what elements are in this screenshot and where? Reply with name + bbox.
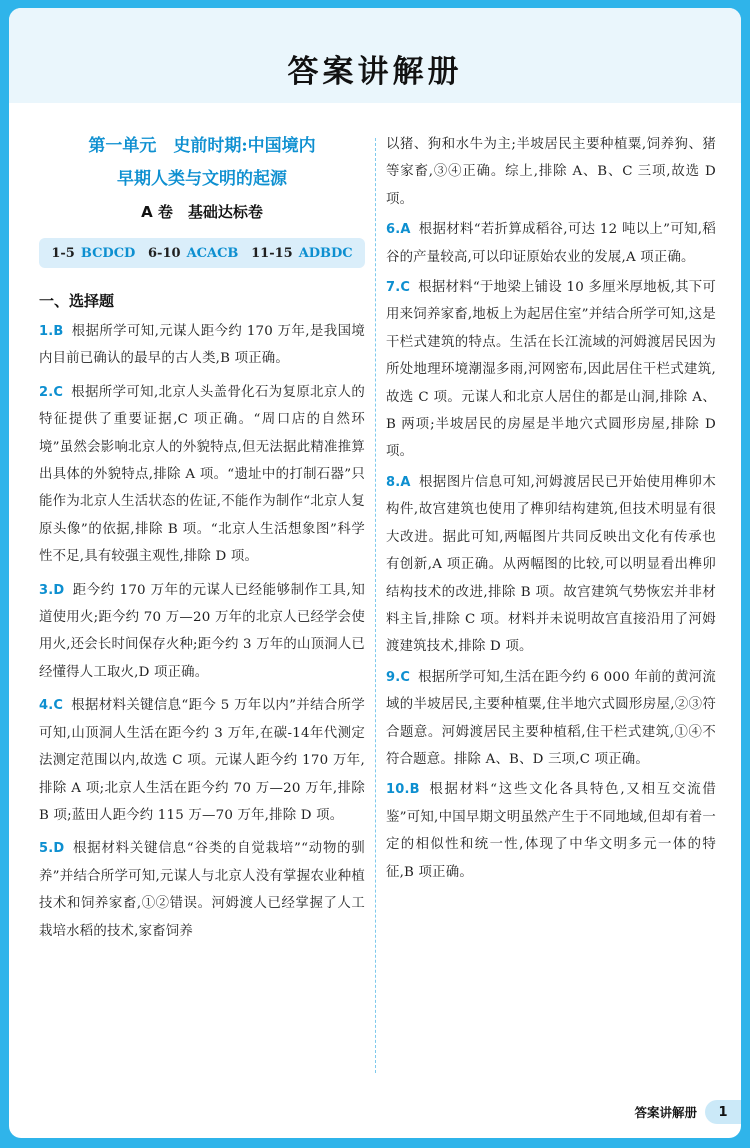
volume-title: A 卷 基础达标卷: [141, 203, 263, 221]
answer-explanation: 根据材料关键信息“距今 5 万年以内”并结合所学可知,山顶洞人生活在距今约 3 万年,在碳-14年代测定法测定范围以内,故选 C 项。元谋人距今约 170 万年,排除 A 项;北京人生活在距今约 70 万—20 万年,排除 B 项;蓝田人距今约 115 万—70 万年,排除 D 项。: [39, 698, 365, 823]
answer-explanation: 根据材料“若折算成稻谷,可达 12 吨以上”可知,稻谷的产量较高,可以印证原始农业的发展,A 项正确。: [386, 222, 716, 265]
answer-number: 5.D: [39, 841, 65, 857]
answer-explanation: 根据所学可知,生活在距今约 6 000 年前的黄河流域的半坡居民,主要种植粟,住半地穴式圆形房屋,②③符合题意。河姆渡居民主要种植稻,住干栏式建筑,①④不符合题意。排除 A、B、D 三项,C 项正确。: [386, 669, 716, 767]
answer-item: [386, 216, 716, 271]
answer-explanation: 根据材料关键信息“谷类的自觉栽培”“动物的驯养”并结合所学可知,元谋人与北京人没有掌握农业种植技术和饲养家畜,①②错误。河姆渡人已经掌握了人工栽培水稻的技术,家畜饲养: [39, 841, 365, 939]
answer-key-group: [251, 246, 353, 261]
answer-item: [386, 664, 716, 774]
answer-key-range: 11-15: [251, 245, 293, 261]
answer-number: 4.C: [39, 698, 64, 714]
unit-title-line2: 早期人类与文明的起源: [117, 169, 287, 189]
answer-item: [39, 835, 365, 945]
answer-item: [39, 379, 365, 571]
footer-label: 答案讲解册: [634, 1105, 697, 1120]
answer-key-range: 6-10: [148, 245, 181, 261]
answer-explanation: 根据图片信息可知,河姆渡居民已开始使用榫卯木构件,故宫建筑也使用了榫卯结构建筑,但技术明显有很大改进。据此可知,两幅图片共同反映出文化有传承也有创新,A 项正确。从两幅图的比较,可以明显看出榫卯结构技术的改进,排除 B 项。故宫建筑气势恢宏并非材料主旨,排除 C 项。材料并未说明故宫直接沿用了河姆渡建筑技术,排除 D 项。: [386, 474, 716, 655]
right-column: [386, 128, 716, 886]
answer-item: [39, 318, 365, 373]
page-footer: [634, 1100, 741, 1124]
answer-number: 1.B: [39, 324, 64, 339]
answer-explanation: 距今约 170 万年的元谋人已经能够制作工具,知道使用火;距今约 70 万—20 万年的北京人已经学会使用火,还会长时间保存火种;距今约 3 万年的山顶洞人已经懂得人工取火,D 项正确。: [39, 582, 365, 680]
answer-number: 8.A: [386, 474, 411, 490]
answer-item-continued: [386, 131, 716, 213]
answer-key-group: [148, 246, 238, 261]
answer-item: [386, 469, 716, 661]
answer-key-group: [51, 246, 135, 261]
answer-number: 9.C: [386, 669, 411, 685]
answer-key-box: [39, 238, 365, 268]
answer-item: [39, 692, 365, 829]
answer-number: 3.D: [39, 582, 65, 598]
answer-explanation: 根据所学可知,元谋人距今约 170 万年,是我国境内目前已确认的最早的古人类,B 项正确。: [39, 324, 365, 367]
answer-key-letters: BCDCD: [80, 245, 136, 261]
answer-page: [9, 8, 741, 1138]
answer-number: 7.C: [386, 280, 411, 296]
answer-number: 10.B: [386, 782, 420, 798]
answer-key-range: 1-5: [51, 245, 75, 261]
answer-explanation: 以猪、狗和水牛为主;半坡居民主要种植粟,饲养狗、猪等家畜,③④正确。综上,排除 A、B、C 三项,故选 D 项。: [386, 137, 716, 207]
answer-explanation: 根据材料“于地梁上铺设 10 多厘米厚地板,其下可用来饲养家畜,地板上为起居住室”并结合所学可知,这是干栏式建筑的特点。生活在长江流域的河姆渡居民因为所处地理环境潮湿多雨,河网密布,因此居住干栏式建筑,故选 C 项。元谋人和北京人居住的都是山洞,排除 A、B 两项;半坡居民的房屋是半地穴式圆形房屋,排除 D 项。: [386, 280, 716, 460]
answer-item: [386, 776, 716, 886]
answer-key-letters: ACACB: [186, 245, 239, 261]
answer-explanation: 根据材料“这些文化各具特色,又相互交流借鉴”可知,中国早期文明虽然产生于不同地域,但却有着一定的相似性和统一性,体现了中华文明多元一体的特征,B 项正确。: [386, 782, 716, 880]
page-number: 1: [705, 1100, 741, 1124]
column-divider: [375, 138, 376, 1073]
answer-explanation: 根据所学可知,北京人头盖骨化石为复原北京人的特征提供了重要证据,C 项正确。“周口店的自然环境”虽然会影响北京人的外貌特点,但无法据此精准推算出具体的外貌特点,排除 A 项。“遗址中的打制石器”只能作为北京人生活状态的佐证,不能作为制作“北京人复原头像”的依据,排除 B 项。“北京人生活想象图”科学性不足,具有较强主观性,排除 D 项。: [39, 384, 365, 565]
page-title: 答案讲解册: [287, 54, 463, 90]
answer-key-letters: ADBDC: [298, 245, 353, 261]
unit-title-line1: 第一单元 史前时期:中国境内: [88, 136, 316, 156]
answer-item: [39, 577, 365, 687]
section-heading: 一、选择题: [39, 292, 115, 310]
answer-number: 6.A: [386, 222, 411, 238]
answer-item: [386, 274, 716, 466]
left-column: [39, 118, 365, 945]
answer-number: 2.C: [39, 384, 64, 400]
